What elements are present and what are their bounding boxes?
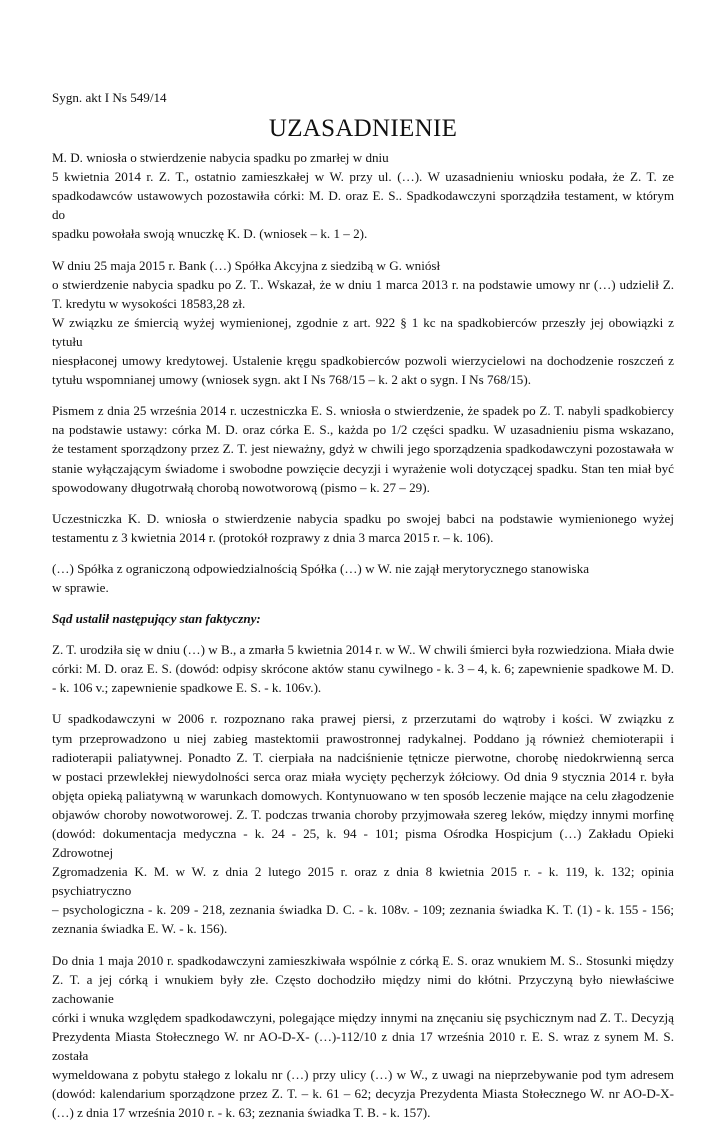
paragraph-line: Zgromadzenia K. M. w W. z dnia 2 lutego 2015 r. oraz z dnia 8 kwietnia 2015 r. - k. 119, k. 132; opinia psychiatryczno xyxy=(52,864,674,899)
paragraph-line: córki: M. D. oraz E. S. (dowód: odpisy skrócone aktów stanu cywilnego - k. 3 – 4, k. 6; zapewnienie spadkowe M. D. xyxy=(52,661,674,677)
paragraph-line: w sprawie. xyxy=(52,579,109,595)
paragraph-line: Pismem z dnia 25 września 2014 r. uczestniczka E. S. wniosła o stwierdzenie, że spadek po Z. T. nabyli spadkobiercy xyxy=(52,403,674,419)
paragraph-line: W związku ze śmiercią wyżej wymienionej, zgodnie z art. 922 § 1 kc na spadkobierców przeszły jej obowiązki z tytułu xyxy=(52,314,674,349)
section-heading-facts: Sąd ustalił następujący stan faktyczny: xyxy=(52,611,261,627)
paragraph-application xyxy=(52,148,674,243)
paragraph-line: testamentu z 3 kwietnia 2014 r. (protokół rozprawy z dnia 3 marca 2015 r. – k. 106). xyxy=(52,529,494,545)
paragraph-line: spadku powołała swoją wnuczkę K. D. (wniosek – k. 1 – 2). xyxy=(52,226,368,242)
paragraph-line: M. D. wniosła o stwierdzenie nabycia spadku po zmarłej w dniu xyxy=(52,150,389,166)
paragraph-line: wymeldowana z pobytu stałego z lokalu nr (…) przy ulicy (…) w W., z uwagi na nieprzebywanie pod tym adresem xyxy=(52,1067,674,1083)
paragraph-line: Do dnia 1 maja 2010 r. spadkodawczyni zamieszkiwała wspólnie z córką E. S. oraz wnukiem M. S.. Stosunki między xyxy=(52,952,674,968)
paragraph-line: – psychologiczna - k. 209 - 218, zeznania świadka D. C. - k. 108v. - 109; zeznania świadka K. T. (1) - k. 155 - 156; xyxy=(52,902,674,918)
paragraph-line: (…) z dnia 17 września 2010 r. - k. 63; zeznania świadka T. B. - k. 157). xyxy=(52,1105,431,1121)
paragraph-line: (…) Spółka z ograniczoną odpowiedzialnością Spółka (…) w W. nie zajął merytorycznego stanowiska xyxy=(52,560,590,576)
paragraph-k-d-application xyxy=(52,509,674,547)
document-page xyxy=(52,88,674,1122)
paragraph-line: tytułu wspomnianej umowy (wniosek sygn. akt I Ns 768/15 – k. 2 akt o sygn. I Ns 768/15). xyxy=(52,372,531,388)
paragraph-living-situation xyxy=(52,951,674,1122)
paragraph-line: U spadkodawczyni w 2006 r. rozpoznano raka prawej piersi, z przerzutami do wątroby i kości. W związku z xyxy=(52,711,674,727)
paragraph-line: W dniu 25 maja 2015 r. Bank (…) Spółka Akcyjna z siedzibą w G. wniósł xyxy=(52,257,441,273)
paragraph-line: na podstawie ustawy: córka M. D. oraz córka E. S., każda po 1/2 części spadku. W uzasadnieniu pisma wskazano, xyxy=(52,422,674,438)
paragraph-line: - k. 106 v.; zapewnienie spadkowe E. S. - k. 106v.). xyxy=(52,680,322,696)
paragraph-line: tym przeprowadzono u niej zabieg mastektomii prawostronnej radykalnej. Poddano ją również chemioterapii i xyxy=(52,730,674,746)
document-title: UZASADNIENIE xyxy=(268,115,458,143)
paragraph-bank-application xyxy=(52,256,674,390)
paragraph-line: Uczestniczka K. D. wniosła o stwierdzenie nabycia spadku po swojej babci na podstawie wymienionego wyżej xyxy=(52,510,674,526)
paragraph-line: w postaci przewlekłej niewydolności serca oraz miała wycięty pęcherzyk żółciowy. Od dnia 9 stycznia 2014 r. była xyxy=(52,768,674,784)
paragraph-company-position xyxy=(52,559,674,597)
paragraph-line: córki i wnuka względem spadkodawczyni, polegające między innymi na znęcaniu się psychicznym nad Z. T.. Decyzją xyxy=(52,1009,674,1025)
paragraph-line: T. kredytu w wysokości 18583,28 zł. xyxy=(52,295,246,311)
paragraph-line: 5 kwietnia 2014 r. Z. T., ostatnio zamieszkałej w W. przy ul. (…). W uzasadnieniu wniosku podała, że Z. T. ze xyxy=(52,169,674,185)
paragraph-line: stanie wyłączającym świadome i swobodne powzięcie decyzji i wyrażenie woli dotyczącej spadku. Stan ten miał być xyxy=(52,460,674,476)
paragraph-birth-death xyxy=(52,640,674,697)
paragraph-line: Prezydenta Miasta Stołecznego W. nr AO-D-X- (…)-112/10 z dnia 17 września 2010 r. E. S. wraz z synem M. S. została xyxy=(52,1028,674,1064)
paragraph-line: że testament sporządzony przez Z. T. jest nieważny, gdyż w chwili jego sporządzenia spadkodawczyni pozostawała w xyxy=(52,441,674,457)
paragraph-line: radioterapii paliatywnej. Ponadto Z. T. cierpiała na nadciśnienie tętnicze pierwotne, chorobę niedokrwienną serca xyxy=(52,749,674,765)
paragraph-line: niespłaconej umowy kredytowej. Ustalenie kręgu spadkobierców pozwoli wierzycielowi na dochodzenie roszczeń z xyxy=(52,353,674,369)
paragraph-line: objęta opieką paliatywną w warunkach domowych. Kontynuowano w ten sposób leczenie mające na celu złagodzenie xyxy=(52,787,674,803)
paragraph-line: zeznania świadka E. W. - k. 156). xyxy=(52,921,228,937)
paragraph-line: (dowód: kalendarium sporządzone przez Z. T. – k. 61 – 62; decyzja Prezydenta Miasta Stołecznego W. nr AO-D-X- xyxy=(52,1086,674,1102)
case-number: Sygn. akt I Ns 549/14 xyxy=(52,90,167,105)
paragraph-line: (dowód: dokumentacja medyczna - k. 24 - 25, k. 94 - 101; pisma Ośrodka Hospicjum (…) Zakładu Opieki Zdrowotnej xyxy=(52,826,674,861)
paragraph-line: spowodowany długotrwałą chorobą nowotworową (pismo – k. 27 – 29). xyxy=(52,479,430,495)
paragraph-line: o stwierdzenie nabycia spadku po Z. T.. Wskazał, że w dniu 1 marca 2013 r. na podstawie umowy nr (…) udzielił Z. xyxy=(52,276,674,292)
paragraph-line: Z. T. a jej córką i wnukiem były złe. Często dochodziło między nimi do kłótni. Przyczyną było niewłaściwe zachowanie xyxy=(52,971,674,1006)
paragraph-line: Z. T. urodziła się w dniu (…) w B., a zmarła 5 kwietnia 2014 r. w W.. W chwili śmierci była rozwiedziona. Miała dwie xyxy=(52,642,674,658)
paragraph-e-s-letter xyxy=(52,401,674,496)
paragraph-medical-history xyxy=(52,709,674,938)
paragraph-line: spadkodawców ustawowych pozostawiła córki: M. D. oraz E. S.. Spadkodawczyni sporządziła testament, w którym do xyxy=(52,188,674,223)
paragraph-line: objawów choroby nowotworowej. Z. T. podczas trwania choroby przyjmowała szereg leków, między innymi morfinę xyxy=(52,806,674,822)
